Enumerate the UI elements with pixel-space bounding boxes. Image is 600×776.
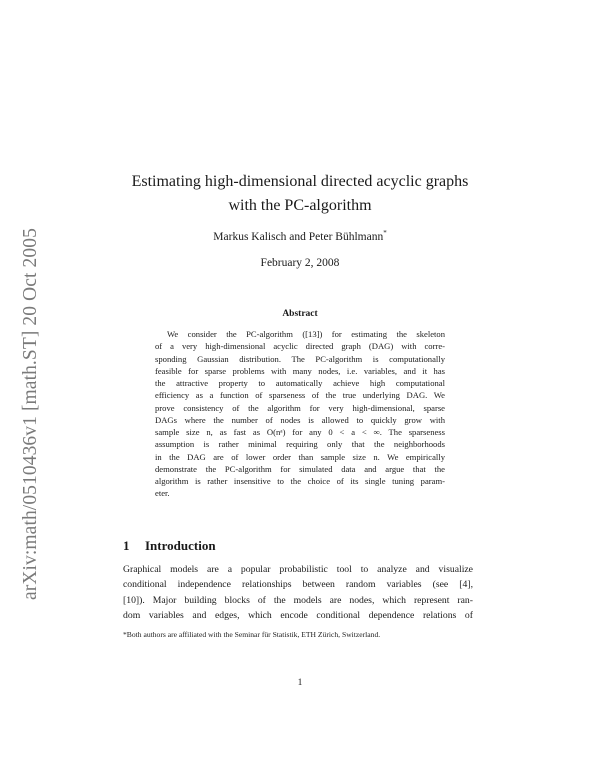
title-line: Estimating high-dimensional directed acyclic graphs xyxy=(131,173,469,190)
abstract-line: DAGs where the number of nodes is allowed to quickly grow with xyxy=(155,414,445,425)
author-footnote-mark: * xyxy=(383,229,387,237)
abstract-line: efficiency as a function of sparseness of the true underlying DAG. We xyxy=(155,390,445,401)
arxiv-identifier-stamp: arXiv:math/0510436v1 [math.ST] 20 Oct 2005 xyxy=(20,228,41,600)
author-footnote: *Both authors are affiliated with the Seminar für Statistik, ETH Zürich, Switzerland. xyxy=(123,630,381,639)
abstract-line: demonstrate the PC-algorithm for simulated data and argue that the xyxy=(155,463,445,474)
abstract-body xyxy=(155,328,445,500)
body-line: Graphical models are a popular probabilistic tool to analyze and visualize xyxy=(123,564,473,575)
body-line: dom variables and edges, which encode conditional dependence relations of xyxy=(123,609,473,621)
section-number: 1 xyxy=(123,538,130,553)
abstract-line: sample size n, as fast as O(nᵃ) for any 0 < a < ∞. The sparseness xyxy=(155,427,445,437)
abstract-line: the attractive property to automatically achieve high computational xyxy=(155,378,445,388)
abstract-line: algorithm is rather insensitive to the choice of its single tuning param- xyxy=(155,476,445,486)
paper-title xyxy=(100,170,500,218)
abstract-line: of a very high-dimensional acyclic directed graph (DAG) with corre- xyxy=(155,341,445,352)
abstract-line: in the DAG are of lower order than sample size n. We empirically xyxy=(155,451,445,462)
section-body xyxy=(123,562,473,623)
title-line: with the PC-algorithm xyxy=(228,197,372,214)
abstract-line: prove consistency of the algorithm for very high-dimensional, sparse xyxy=(155,402,445,413)
paper-date: February 2, 2008 xyxy=(260,257,340,269)
body-line: [10]). Major building blocks of the models are nodes, which represent ran- xyxy=(123,594,473,606)
section-title: Introduction xyxy=(145,538,216,553)
abstract-line: eter. xyxy=(155,488,170,499)
page-number: 1 xyxy=(297,678,303,688)
authors: Markus Kalisch and Peter Bühlmann xyxy=(213,230,384,243)
abstract-line: We consider the PC-algorithm ([13]) for estimating the skeleton xyxy=(167,329,445,339)
body-line: conditional independence relationships between random variables (see [4], xyxy=(123,579,473,591)
abstract-line: assumption is rather minimal requiring only that the neighborhoods xyxy=(155,439,445,450)
section-heading xyxy=(123,538,216,554)
abstract-heading: Abstract xyxy=(282,309,318,319)
abstract-line: feasible for sparse problems with many nodes, i.e. variables, and it has xyxy=(155,365,445,376)
abstract-line: sponding Gaussian distribution. The PC-algorithm is computationally xyxy=(155,353,445,364)
author-line xyxy=(100,229,500,243)
